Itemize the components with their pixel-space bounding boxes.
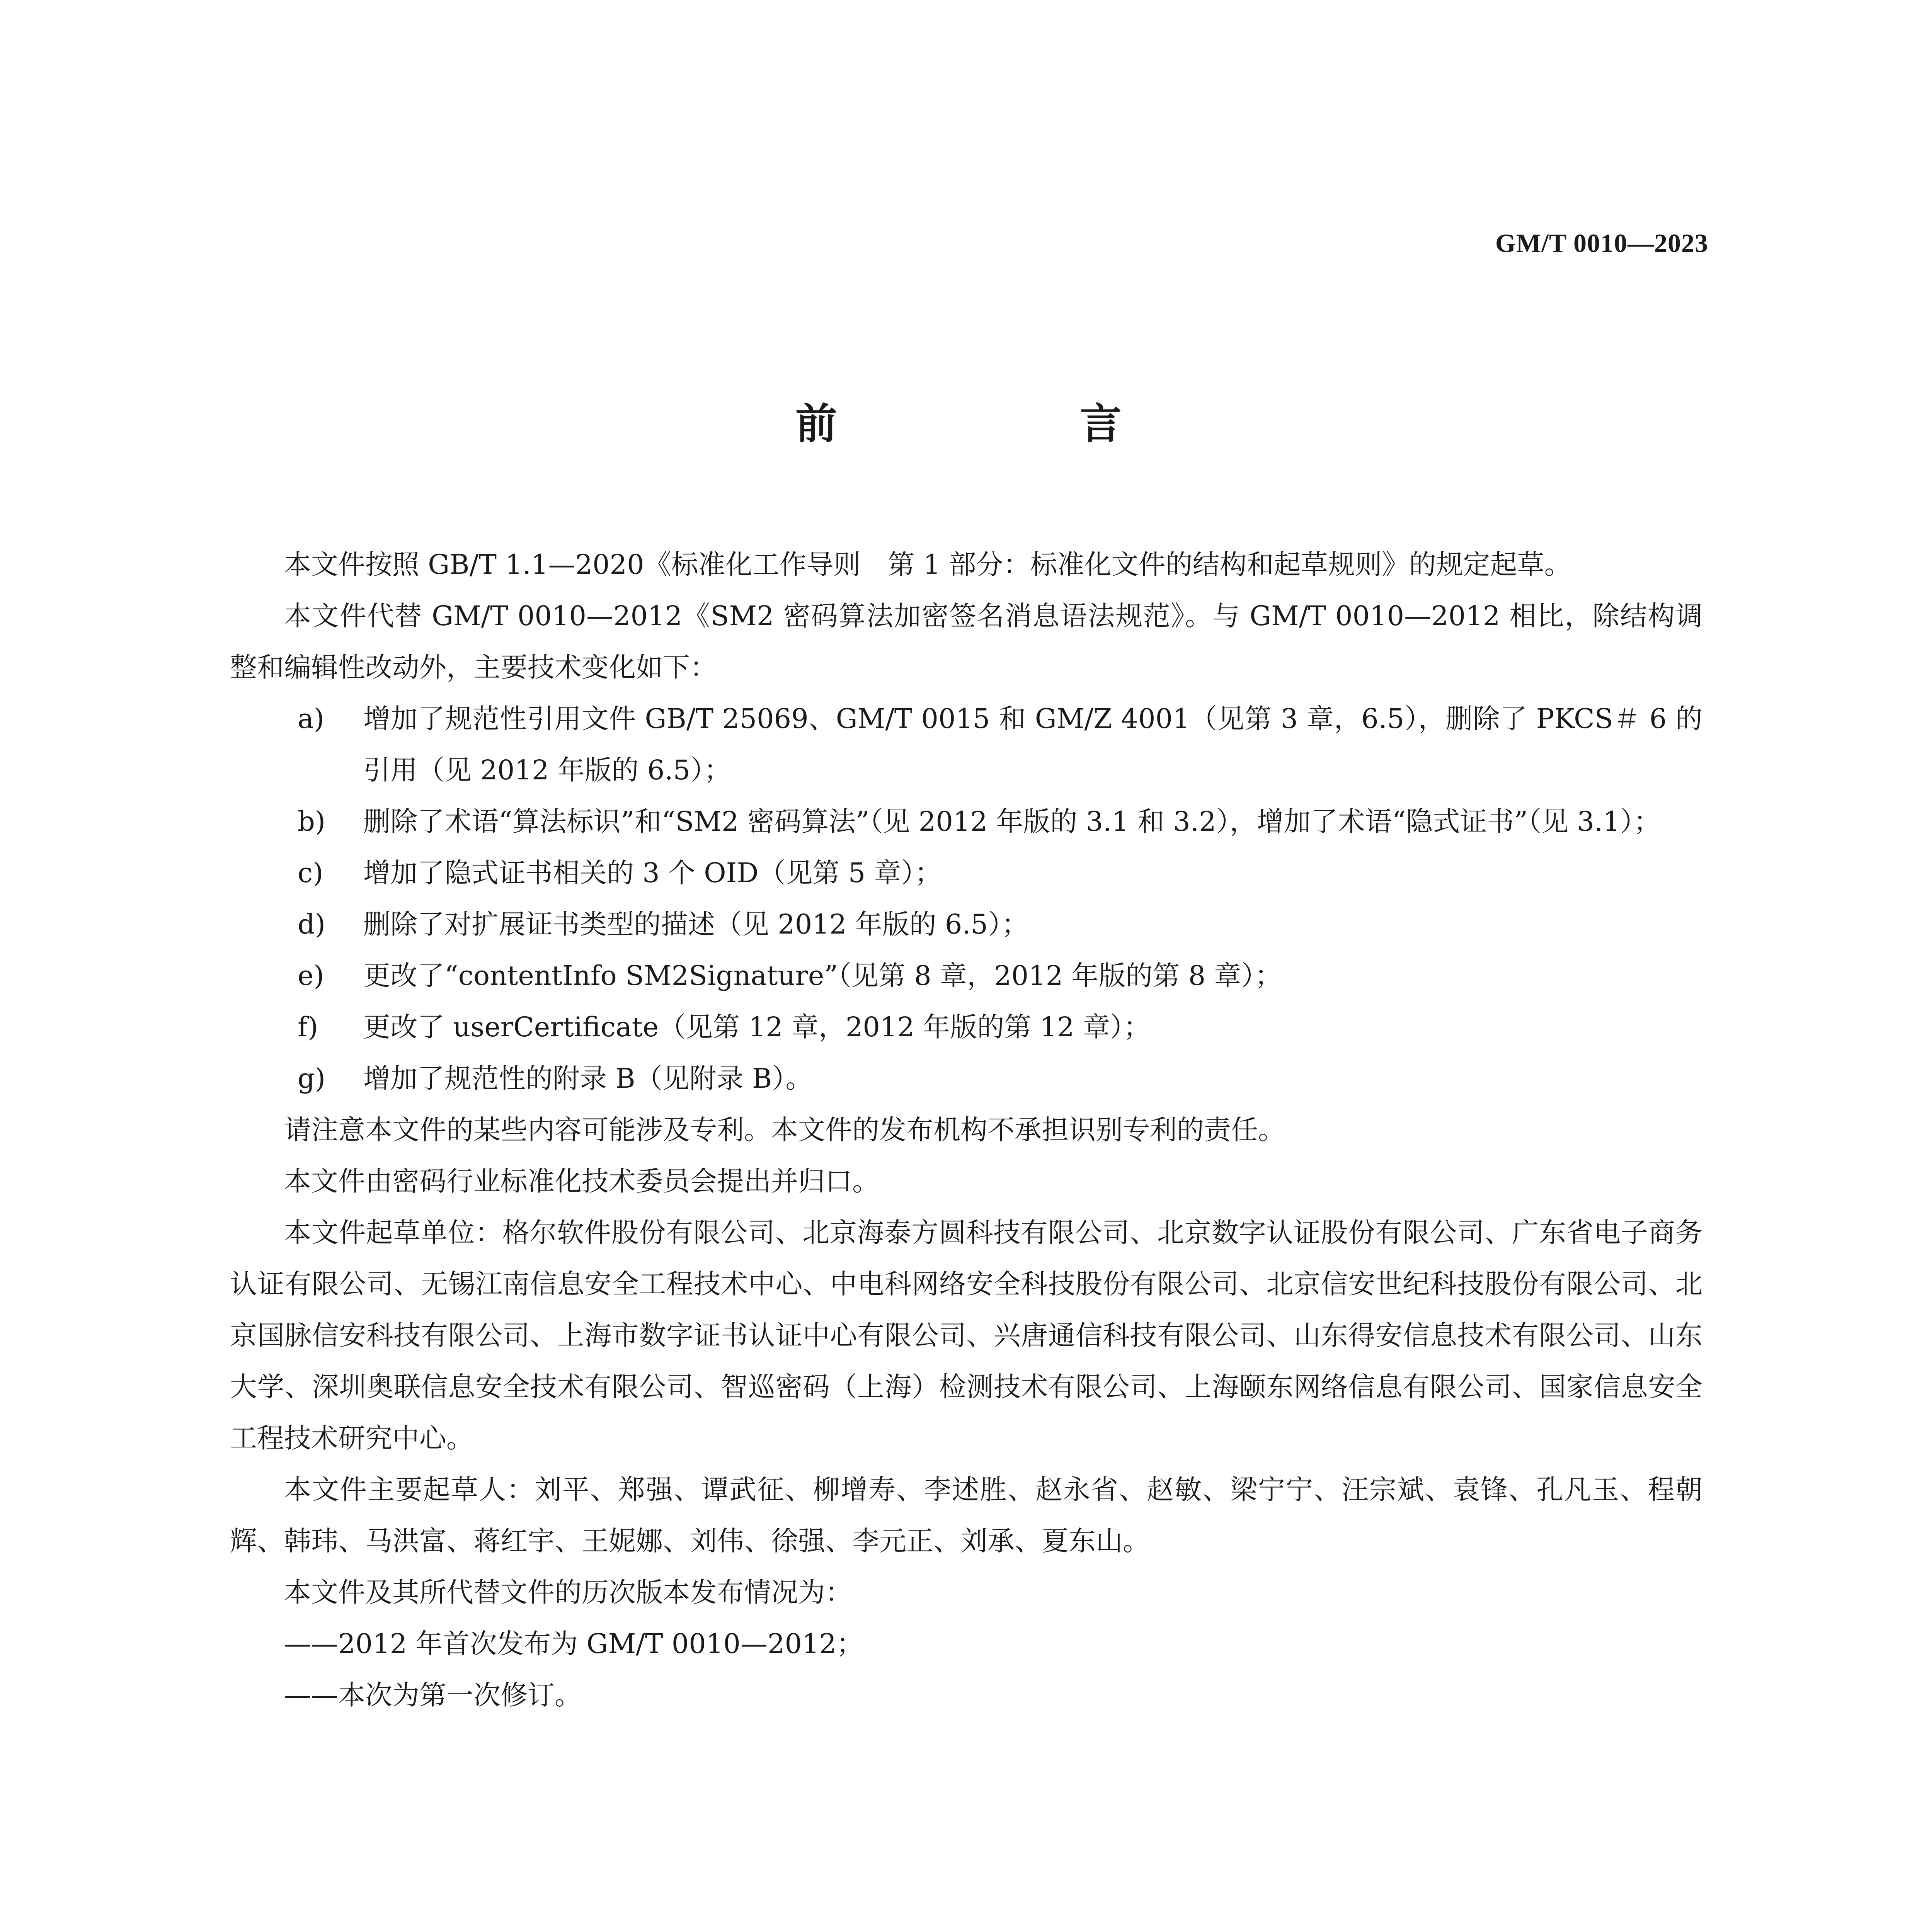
foreword-body	[230, 539, 1702, 1721]
history-item: ——2012 年首次发布为 GM/T 0010—2012；	[284, 1628, 864, 1660]
change-item-label: g)	[298, 1063, 326, 1094]
document-number: GM/T 0010—2023	[1495, 228, 1708, 258]
change-item-text: 删除了术语“算法标识”和“SM2 密码算法”（见 2012 年版的 3.1 和 3.2），增加了术语“隐式证书”（见 3.1）；	[363, 806, 1661, 837]
change-item-text: 增加了隐式证书相关的 3 个 OID（见第 5 章）；	[363, 857, 942, 889]
change-item-text: 更改了 userCertificate（见第 12 章，2012 年版的第 12 章）；	[363, 1011, 1151, 1043]
paragraph-history-intro: 本文件及其所代替文件的历次版本发布情况为：	[284, 1577, 852, 1608]
page-title: 前 言	[795, 400, 1222, 448]
change-item-label: a)	[298, 703, 325, 735]
change-item-text: 删除了对扩展证书类型的描述（见 2012 年版的 6.5）；	[363, 908, 1029, 940]
change-item	[230, 1053, 1702, 1104]
paragraph-patent-notice: 请注意本文件的某些内容可能涉及专利。本文件的发布机构不承担识别专利的责任。	[284, 1114, 1285, 1146]
change-item-label: c)	[298, 857, 323, 889]
change-item	[230, 847, 1702, 899]
change-item-label: e)	[298, 960, 324, 992]
paragraph-proposer: 本文件由密码行业标准化技术委员会提出并归口。	[284, 1165, 879, 1197]
change-item-label: b)	[298, 806, 326, 837]
change-item	[230, 796, 1702, 847]
paragraph-drafting-units: 本文件起草单位：格尔软件股份有限公司、北京海泰方圆科技有限公司、北京数字认证股份有限公司、广东省电子商务认证有限公司、无锡江南信息安全工程技术中心、中电科网络安全科技股份有限公司、北京信安世纪科技股份有限公司、北京国脉信安科技有限公司、上海市数字证书认证中心有限公司、兴唐通信科技有限公司、山东得安信息技术有限公司、山东大学、深圳奥联信息安全技术有限公司、智巡密码（上海）检测技术有限公司、上海颐东网络信息有限公司、国家信息安全工程技术研究中心。	[230, 1217, 1702, 1454]
paragraph-drafting-rules: 本文件按照 GB/T 1.1—2020《标准化工作导则 第 1 部分：标准化文件的结构和起草规则》的规定起草。	[284, 549, 1571, 580]
change-item	[230, 899, 1702, 950]
paragraph-drafters: 本文件主要起草人：刘平、郑强、谭武征、柳增寿、李述胜、赵永省、赵敏、梁宁宁、汪宗斌、袁锋、孔凡玉、程朝辉、韩玮、马洪富、蒋红宇、王妮娜、刘伟、徐强、李元正、刘承、夏东山。	[230, 1474, 1702, 1557]
change-item	[230, 693, 1702, 796]
change-item-text: 增加了规范性的附录 B（见附录 B）。	[363, 1063, 813, 1094]
change-item	[230, 950, 1702, 1002]
change-item-label: d)	[298, 908, 326, 940]
change-item	[230, 1002, 1702, 1053]
change-item-text: 更改了“contentInfo SM2Signature”（见第 8 章，2012 年版的第 8 章）；	[363, 960, 1282, 992]
history-item: ——本次为第一次修订。	[284, 1679, 582, 1711]
change-item-text: 增加了规范性引用文件 GB/T 25069、GM/T 0015 和 GM/Z 4001（见第 3 章，6.5），删除了 PKCS＃ 6 的引用（见 2012 年版的 6.5）；	[363, 703, 1702, 786]
change-item-label: f)	[298, 1011, 318, 1043]
paragraph-replacement: 本文件代替 GM/T 0010—2012《SM2 密码算法加密签名消息语法规范》。与 GM/T 0010—2012 相比，除结构调整和编辑性改动外，主要技术变化如下：	[230, 600, 1702, 683]
